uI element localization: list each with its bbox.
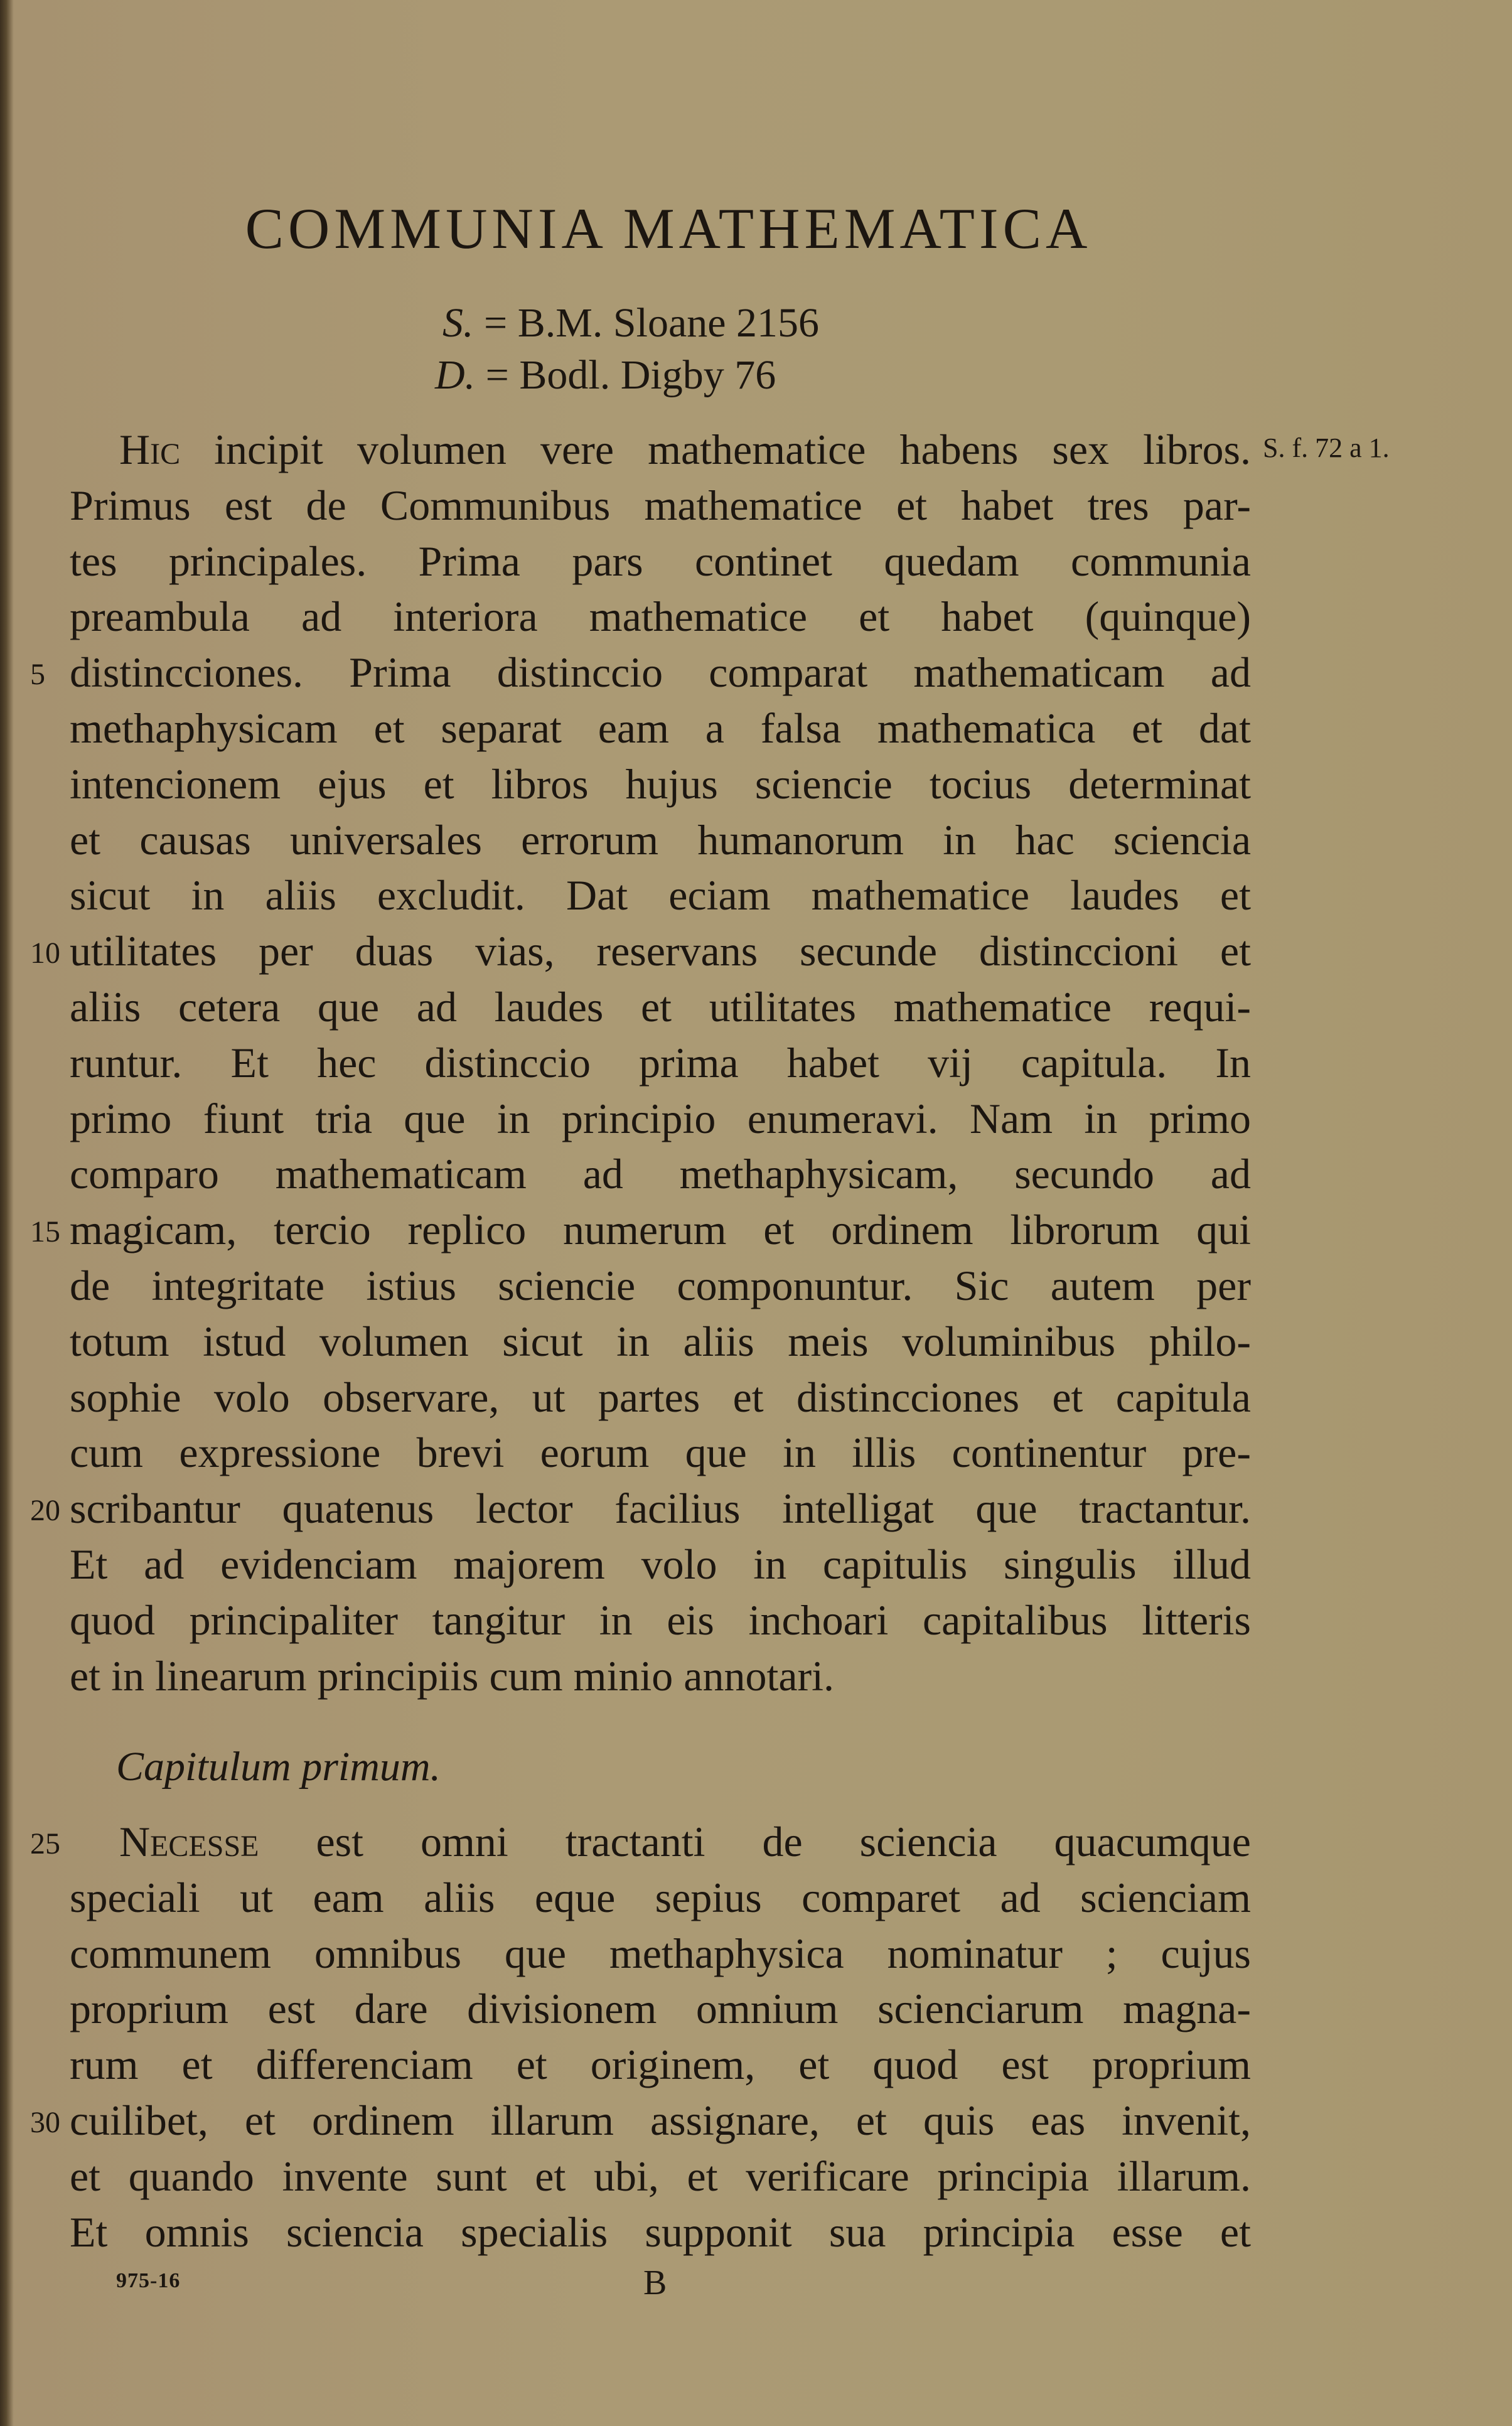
line-text: quod principaliter tangitur in eis inchoari capitalibus litteris bbox=[70, 1596, 1251, 1644]
text-line bbox=[70, 1317, 1251, 1365]
text-line bbox=[119, 1820, 1251, 1863]
text-line bbox=[70, 2208, 1251, 2256]
line-text: proprium est dare divisionem omnium scienciarum magna- bbox=[70, 1985, 1251, 2033]
line-text: et causas universales errorum humanorum in hac sciencia bbox=[70, 815, 1251, 864]
signature-letter: B bbox=[643, 2263, 667, 2302]
line-text: Primus est de Communibus mathematice et habet tres par- bbox=[70, 481, 1251, 529]
text-line bbox=[70, 1873, 1251, 1921]
text-line bbox=[70, 2096, 1251, 2144]
line-number: 10 bbox=[30, 937, 60, 970]
line-text: sophie volo observare, ut partes et distincciones et capitula bbox=[70, 1373, 1251, 1421]
line-number: 25 bbox=[30, 1827, 60, 1860]
line-number: 30 bbox=[30, 2106, 60, 2139]
line-text: Et omnis sciencia specialis supponit sua principia esse et bbox=[70, 2208, 1251, 2256]
text-line bbox=[70, 1929, 1251, 1977]
text-line bbox=[70, 1038, 1251, 1087]
line-text: methaphysicam et separat eam a falsa mathematica et dat bbox=[70, 704, 1251, 752]
siglum-text: = B.M. Sloane 2156 bbox=[473, 300, 820, 346]
text-line bbox=[70, 871, 1251, 920]
line-text: rum et differenciam et originem, et quod est proprium bbox=[70, 2041, 1251, 2089]
siglum-s bbox=[442, 300, 820, 346]
line-text: comparo mathematicam ad methaphysicam, secundo ad bbox=[70, 1150, 1251, 1198]
chapter-heading: Capitulum primum. bbox=[116, 1744, 441, 1790]
line-text: utilitates per duas vias, reservans secunde distinccioni et bbox=[70, 927, 1251, 975]
line-text: et quando invente sunt et ubi, et verificare principia illarum. bbox=[70, 2152, 1251, 2200]
line-text: de integritate istius sciencie componuntur. Sic autem per bbox=[70, 1262, 1251, 1309]
siglum-d bbox=[435, 352, 776, 398]
text-line bbox=[70, 704, 1251, 752]
line-text: cuilibet, et ordinem illarum assignare, et quis eas invenit, bbox=[70, 2096, 1251, 2144]
line-text: intencionem ejus et libros hujus sciencie tocius determinat bbox=[70, 759, 1251, 808]
line-text: magicam, tercio replico numerum et ordinem librorum qui bbox=[70, 1206, 1251, 1254]
text-line bbox=[70, 927, 1251, 975]
text-line bbox=[70, 815, 1251, 864]
text-line bbox=[70, 648, 1251, 697]
line-number: 20 bbox=[30, 1494, 60, 1528]
line-number: 5 bbox=[30, 658, 45, 692]
text-line bbox=[70, 759, 1251, 808]
text-line bbox=[70, 1540, 1251, 1588]
line-text: runtur. Et hec distinccio prima habet vij capitula. In bbox=[70, 1038, 1251, 1087]
text-line bbox=[70, 983, 1251, 1031]
line-number: 15 bbox=[30, 1215, 60, 1249]
line-text: est omni tractanti de sciencia quacumque bbox=[259, 1818, 1251, 1865]
line-text: scribantur quatenus lector facilius intelligat que tractantur. bbox=[70, 1484, 1251, 1533]
text-line bbox=[70, 1429, 1251, 1477]
line-text: primo fiunt tria que in principio enumeravi. Nam in primo bbox=[70, 1094, 1251, 1142]
siglum-abbr: D. bbox=[435, 352, 476, 398]
text-line bbox=[70, 1596, 1251, 1644]
text-line bbox=[70, 1651, 1251, 1700]
text-line bbox=[70, 1985, 1251, 2033]
siglum-text: = Bodl. Digby 76 bbox=[475, 352, 776, 398]
line-text: communem omnibus que methaphysica nominatur ; cujus bbox=[70, 1929, 1251, 1977]
line-text: speciali ut eam aliis eque sepius comparet ad scienciam bbox=[70, 1873, 1251, 1921]
line-text: preambula ad interiora mathematice et habet (quinque) bbox=[70, 593, 1251, 641]
text-line bbox=[70, 2152, 1251, 2200]
text-line bbox=[70, 593, 1251, 641]
text-line bbox=[70, 537, 1251, 585]
text-line bbox=[119, 428, 1251, 471]
line-text: tes principales. Prima pars continet quedam communia bbox=[70, 537, 1251, 585]
text-line bbox=[70, 1150, 1251, 1198]
line-text: sicut in aliis excludit. Dat eciam mathematice laudes et bbox=[70, 871, 1251, 920]
margin-note: S. f. 72 a 1. bbox=[1263, 432, 1390, 463]
page-title: COMMUNIA MATHEMATICA bbox=[245, 196, 1092, 260]
line-text: aliis cetera que ad laudes et utilitates mathematice requi- bbox=[70, 983, 1251, 1031]
line-text: et in linearum principiis cum minio annotari. bbox=[70, 1651, 835, 1700]
line-text: Et ad evidenciam majorem volo in capitulis singulis illud bbox=[70, 1540, 1251, 1588]
text-line bbox=[70, 1264, 1251, 1307]
lead-word: Necesse bbox=[119, 1818, 259, 1865]
text-line bbox=[70, 1094, 1251, 1142]
text-line bbox=[70, 481, 1251, 529]
line-text: totum istud volumen sicut in aliis meis voluminibus philo- bbox=[70, 1317, 1251, 1365]
lead-word: Hic bbox=[119, 426, 181, 473]
text-line bbox=[70, 1484, 1251, 1533]
line-text: cum expressione brevi eorum que in illis continentur pre- bbox=[70, 1429, 1251, 1477]
line-text: distincciones. Prima distinccio comparat mathematicam ad bbox=[70, 648, 1251, 697]
text-line bbox=[70, 1373, 1251, 1421]
siglum-abbr: S. bbox=[442, 300, 474, 346]
text-line bbox=[70, 1206, 1251, 1254]
signature-mark: 975-16 bbox=[116, 2269, 181, 2292]
text-line bbox=[70, 2041, 1251, 2089]
line-text: incipit volumen vere mathematice habens sex libros. bbox=[180, 426, 1251, 473]
